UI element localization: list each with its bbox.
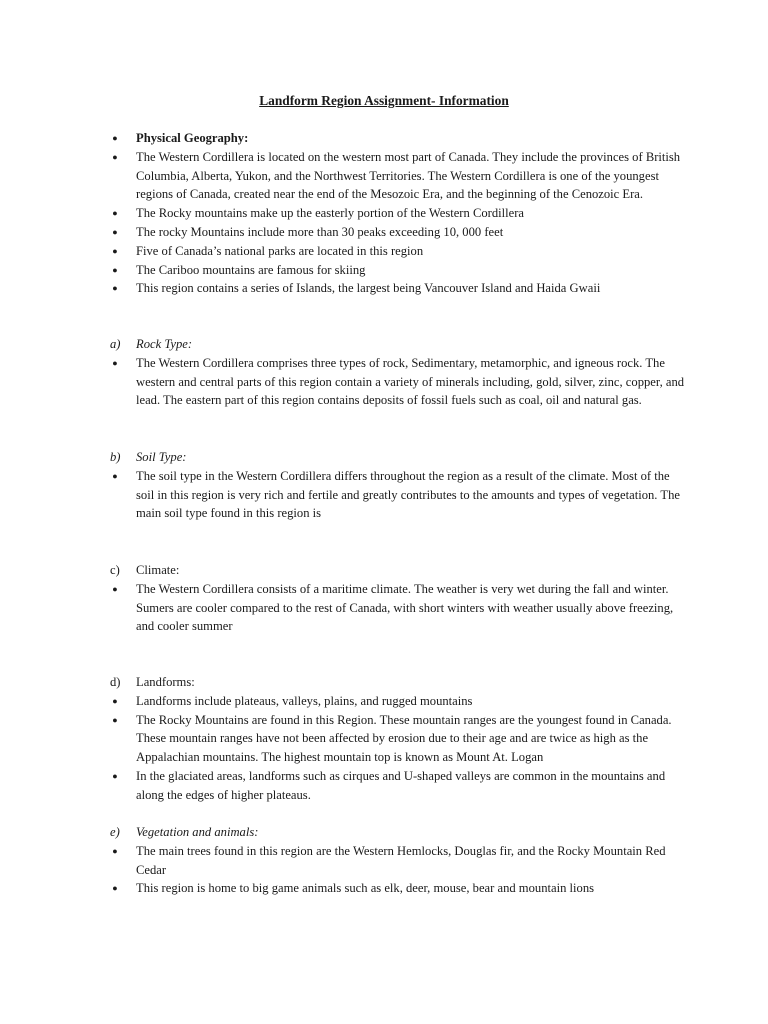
list-item-text: The Western Cordillera is located on the western most part of Canada. They include the provinces of British Columbia, Alberta, Yukon, and the Northwest Territories. The Western Cordillera is one of the youngest regions of Canada, created near the end of the Mesozoic Era, and the beginning of the Cenozoic Era. — [136, 149, 681, 202]
bullet-icon: ● — [112, 208, 118, 219]
bullet-icon: ● — [112, 883, 118, 894]
section-marker: d) — [110, 675, 121, 689]
bullet-icon: ● — [112, 695, 118, 706]
list-item-text: Five of Canada’s national parks are located in this region — [136, 243, 424, 258]
list-item-text: This region is home to big game animals such as elk, deer, mouse, bear and mountain lions — [136, 881, 595, 896]
bullet-icon: ● — [112, 714, 118, 725]
list-item — [110, 354, 690, 410]
section-heading-row — [110, 561, 690, 580]
list-item-text: Landforms include plateaus, valleys, plains, and rugged mountains — [136, 693, 473, 708]
section-heading: Soil Type: — [136, 450, 187, 464]
list-item-text: In the glaciated areas, landforms such as cirques and U-shaped valleys are common in the mountains and along the edges of higher plateaus. — [136, 768, 666, 802]
section-marker: b) — [110, 450, 121, 464]
bullet-icon: ● — [112, 226, 118, 237]
section-marker: e) — [110, 825, 120, 839]
section-marker: a) — [110, 337, 121, 351]
section-physical-geography — [110, 129, 690, 298]
bullet-icon: ● — [112, 770, 118, 781]
list-item-text: The soil type in the Western Cordillera differs throughout the region as a result of the climate. Most of the soil in this region is very rich and fertile and greatly contributes to the amounts and types of vegetation. The main soil type found in this region is — [136, 468, 680, 521]
list-item — [110, 767, 690, 805]
list-item-text: The rocky Mountains include more than 30 peaks exceeding 10, 000 feet — [136, 224, 504, 239]
section-heading: Rock Type: — [136, 337, 193, 351]
section-landforms — [110, 673, 690, 805]
bullet-icon: ● — [112, 470, 118, 481]
list-item-text: This region contains a series of Islands, the largest being Vancouver Island and Haida Gwaii — [136, 281, 601, 296]
list-item-text: The Western Cordillera comprises three types of rock, Sedimentary, metamorphic, and igneous rock. The western and central parts of this region contain a variety of minerals including, gold, silver, zinc, copper, and lead. The eastern part of this region contains deposits of fossil fuels such as coal, oil and natural gas. — [136, 355, 685, 408]
list-item — [110, 279, 690, 298]
list-item — [110, 223, 690, 242]
list-item — [110, 842, 690, 880]
section-heading: Vegetation and animals: — [136, 825, 259, 839]
list-item-text: The Western Cordillera consists of a maritime climate. The weather is very wet during the fall and winter. Sumers are cooler compared to the rest of Canada, with short winters with weather usually above freezing, and cooler summer — [136, 581, 674, 634]
section-rock-type — [110, 335, 690, 410]
bullet-icon: ● — [112, 357, 118, 368]
bullet-icon: ● — [112, 283, 118, 294]
section-climate — [110, 561, 690, 636]
list-item — [110, 692, 690, 711]
bullet-icon: ● — [112, 583, 118, 594]
section-heading: Physical Geography: — [136, 131, 249, 145]
section-heading-row — [110, 448, 690, 467]
list-item — [110, 242, 690, 261]
bullet-icon: ● — [112, 133, 118, 143]
bullet-icon: ● — [112, 845, 118, 856]
list-item — [110, 261, 690, 280]
list-item-text: The main trees found in this region are the Western Hemlocks, Douglas fir, and the Rocky Mountain Red Cedar — [136, 843, 666, 877]
list-item-text: The Rocky Mountains are found in this Region. These mountain ranges are the youngest found in Canada. These mountain ranges have not been affected by erosion due to their age and are twice as high as the Appalachian mountains. The highest mountain top is known as Mount At. Logan — [136, 712, 672, 765]
list-item — [110, 148, 690, 204]
section-heading-row — [110, 335, 690, 354]
list-item-text: The Cariboo mountains are famous for skiing — [136, 262, 366, 277]
section-heading: Landforms: — [136, 675, 195, 689]
list-item-text: The Rocky mountains make up the easterly portion of the Western Cordillera — [136, 206, 525, 221]
section-heading-row — [110, 823, 690, 842]
section-marker: c) — [110, 563, 120, 577]
page-title: Landform Region Assignment- Information — [259, 93, 509, 108]
section-vegetation-animals — [110, 823, 690, 898]
section-heading: Climate: — [136, 563, 180, 577]
bullet-icon: ● — [112, 245, 118, 256]
section-heading-row — [110, 673, 690, 692]
list-item — [110, 467, 690, 523]
section-soil-type — [110, 448, 690, 523]
list-item — [110, 204, 690, 223]
list-item — [110, 580, 690, 636]
bullet-icon: ● — [112, 151, 118, 162]
list-item — [110, 879, 690, 898]
bullet-icon: ● — [112, 264, 118, 275]
section-heading-row — [110, 129, 690, 148]
list-item — [110, 711, 690, 767]
